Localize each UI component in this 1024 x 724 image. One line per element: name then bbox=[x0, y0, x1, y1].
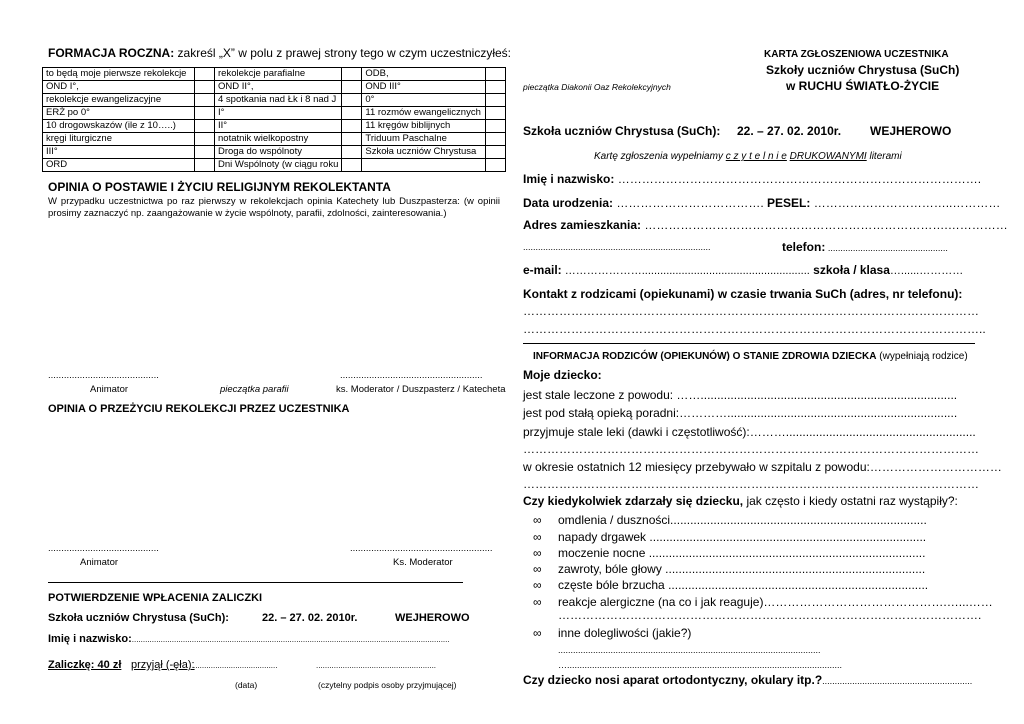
czy-label: Czy kiedykolwiek zdarzały się dziecku, bbox=[523, 494, 744, 508]
course-dates: 22. – 27. 02. 2010r. bbox=[737, 124, 842, 138]
potwierdzenie-name-field[interactable]: ............................................................................................................................................... bbox=[131, 635, 450, 644]
info-note: (wypełniają rodzice) bbox=[876, 351, 968, 362]
symptom-item[interactable]: omdlenia / duszności............................................................................. bbox=[558, 513, 927, 527]
formacja-option: Dni Wspólnoty (w ciągu roku bbox=[215, 159, 342, 172]
symptom-item[interactable]: zawroty, bóle głowy .............................................................................. bbox=[558, 562, 926, 576]
formacja-checkbox[interactable] bbox=[195, 107, 215, 120]
formacja-option: Droga do wspólnoty bbox=[215, 146, 342, 159]
potwierdzenie-dates: 22. – 27. 02. 2010r. bbox=[262, 612, 358, 624]
email-row bbox=[523, 263, 963, 277]
opinia-przezycie-title: OPINIA O PRZEŻYCIU REKOLEKCJI PRZEZ UCZESTNIKA bbox=[48, 403, 350, 415]
divider-right bbox=[523, 343, 975, 344]
opinia-title: OPINIA O POSTAWIE I ŻYCIU RELIGIJNYM REKOLEKTANTA bbox=[48, 180, 391, 194]
formacja-checkbox[interactable] bbox=[195, 81, 215, 94]
szkola-klasa-field[interactable]: …......………… bbox=[889, 265, 964, 277]
leki-field-2[interactable]: …………………………………………………………………………………………………… bbox=[523, 442, 979, 456]
symptom-item[interactable]: napady drgawek ................................................................................... bbox=[558, 530, 927, 544]
formacja-option: III° bbox=[43, 146, 195, 159]
formacja-option: OND II°, bbox=[215, 81, 342, 94]
formacja-checkbox[interactable] bbox=[342, 68, 362, 81]
formacja-option: 11 rozmów ewangelicznych bbox=[362, 107, 486, 120]
formacja-row bbox=[43, 107, 506, 120]
formacja-row bbox=[43, 68, 506, 81]
formacja-checkbox[interactable] bbox=[195, 146, 215, 159]
alergia-field-2[interactable]: ……………………………………………………………………………………………. bbox=[558, 608, 982, 622]
animator-caption-2: Animator bbox=[80, 557, 119, 568]
formacja-checkbox[interactable] bbox=[195, 94, 215, 107]
zaliczka-podpis-caption: (czytelny podpis osoby przyjmującej) bbox=[318, 680, 457, 690]
formacja-table bbox=[42, 67, 506, 172]
imie-field[interactable]: ………………………………………………………………………………. bbox=[614, 172, 982, 186]
czy-row bbox=[523, 494, 958, 508]
formacja-checkbox[interactable] bbox=[486, 94, 506, 107]
formacja-option: ODB, bbox=[362, 68, 486, 81]
zaliczka-przyjal: przyjął (-ęła): bbox=[131, 659, 195, 671]
signature-line-animator-2: .......................................... bbox=[48, 543, 159, 554]
email-field[interactable]: …………………....................................................... bbox=[561, 265, 810, 277]
bullet-infinity-icon: ∞ bbox=[533, 546, 542, 560]
divider bbox=[48, 582, 463, 583]
karta-title: KARTA ZGŁOSZENIOWA UCZESTNIKA bbox=[764, 49, 949, 60]
info-heading bbox=[533, 351, 968, 362]
moderator-caption: ks. Moderator / Duszpasterz / Katecheta bbox=[336, 384, 506, 395]
formacja-option: to będą moje pierwsze rekolekcje bbox=[43, 68, 195, 81]
formacja-row bbox=[43, 133, 506, 146]
formacja-checkbox[interactable] bbox=[342, 107, 362, 120]
formacja-option bbox=[362, 159, 486, 172]
formacja-option: I° bbox=[215, 107, 342, 120]
leczone-field[interactable]: jest stale leczone z powodu: ……............................................................................. bbox=[523, 388, 958, 402]
zaliczka-date-field[interactable]: ...................................... bbox=[193, 661, 278, 670]
fill-instruction-a: Kartę zgłoszenia wypełniamy bbox=[594, 151, 726, 162]
pesel-field[interactable]: ……………………………..………… bbox=[810, 196, 1001, 210]
info-title: INFORMACJA RODZICÓW (OPIEKUNÓW) O STANIE ZDROWIA DZIECKA bbox=[533, 351, 877, 362]
formacja-option: notatnik wielkopostny bbox=[215, 133, 342, 146]
formacja-checkbox[interactable] bbox=[486, 146, 506, 159]
formacja-option: ERŻ po 0° bbox=[43, 107, 195, 120]
pesel-label: PESEL: bbox=[763, 196, 811, 210]
adres-field-2[interactable]: ........................................................................... bbox=[523, 242, 711, 252]
signature-line-animator: .......................................... bbox=[48, 370, 159, 381]
data-urodzenia-field[interactable]: ………………………………. bbox=[613, 196, 764, 210]
formacja-checkbox[interactable] bbox=[486, 107, 506, 120]
formacja-option: rekolekcje ewangelizacyjne bbox=[43, 94, 195, 107]
czy-question: jak często i kiedy ostatni raz wystąpiły?: bbox=[743, 494, 958, 508]
bullet-infinity-icon: ∞ bbox=[533, 626, 542, 640]
leki-field[interactable]: przyjmuje stale leki (dawki i częstotliwość):………......................................................... bbox=[523, 425, 976, 439]
formacja-checkbox[interactable] bbox=[486, 133, 506, 146]
opinia-description: W przypadku uczestnictwa po raz pierwszy w rekolekcjach opinia Katechety lub Duszpasterza: (w opinii prosimy zaznaczyć np. zaangażowanie w życie wspólnoty, parafii, zdolności, zainteresowania.) bbox=[48, 196, 500, 219]
bullet-infinity-icon: ∞ bbox=[533, 562, 542, 576]
telefon-field[interactable]: ................................................ bbox=[825, 243, 948, 253]
imie-row bbox=[523, 172, 981, 186]
formacja-option: 4 spotkania nad Łk i 8 nad J bbox=[215, 94, 342, 107]
formacja-heading bbox=[48, 46, 511, 60]
formacja-option: II° bbox=[215, 120, 342, 133]
fill-instruction-drukowanymi: DRUKOWANYMI bbox=[789, 151, 867, 162]
potwierdzenie-city: WEJHEROWO bbox=[395, 612, 470, 624]
inne-field-2[interactable]: ….............................................................................................................. bbox=[558, 660, 843, 670]
formacja-checkbox[interactable] bbox=[342, 94, 362, 107]
szpital-field-2[interactable]: …………………………………………………………………………………………………… bbox=[523, 477, 979, 491]
moje-dziecko: Moje dziecko: bbox=[523, 368, 602, 382]
zaliczka-data-caption: (data) bbox=[235, 680, 258, 690]
potwierdzenie-title: POTWIERDZENIE WPŁACENIA ZALICZKI bbox=[48, 592, 263, 604]
signature-line-moderator: ...................................................... bbox=[340, 370, 483, 381]
aparat-field[interactable]: ............................................................ bbox=[822, 676, 973, 686]
formacja-row bbox=[43, 159, 506, 172]
formacja-option: 11 kręgów biblijnych bbox=[362, 120, 486, 133]
formacja-option: kręgi liturgiczne bbox=[43, 133, 195, 146]
moderator-caption-2: Ks. Moderator bbox=[393, 557, 453, 568]
formacja-checkbox[interactable] bbox=[486, 120, 506, 133]
formacja-row bbox=[43, 120, 506, 133]
adres-field[interactable]: ………………………………………………………………….…………… bbox=[641, 218, 1008, 232]
formacja-row bbox=[43, 146, 506, 159]
formacja-option: Triduum Paschalne bbox=[362, 133, 486, 146]
formacja-option: OND I°, bbox=[43, 81, 195, 94]
formacja-option: rekolekcje parafialne bbox=[215, 68, 342, 81]
formacja-checkbox[interactable] bbox=[342, 146, 362, 159]
adres-label: Adres zamieszkania: bbox=[523, 218, 642, 232]
school-name: Szkoła uczniów Chrystusa (SuCh): bbox=[523, 124, 721, 138]
zaliczka-label: Zaliczkę: 40 zł bbox=[48, 659, 122, 671]
inne-field-1[interactable]: ......................................................................................................... bbox=[558, 645, 821, 655]
formacja-checkbox[interactable] bbox=[342, 133, 362, 146]
opieka-field[interactable]: jest pod stałą opieką poradni:…………..................................................................... bbox=[523, 406, 958, 420]
kontakt-field-1[interactable]: …………………………………………………………………………………………………… bbox=[523, 304, 979, 318]
formacja-option: 10 drogowskazów (ile z 10…..) bbox=[43, 120, 195, 133]
animator-caption: Animator bbox=[90, 384, 129, 395]
formacja-option: OND III° bbox=[362, 81, 486, 94]
formacja-option: Szkoła uczniów Chrystusa bbox=[362, 146, 486, 159]
formacja-checkbox[interactable] bbox=[486, 159, 506, 172]
data-urodzenia-row bbox=[523, 196, 1000, 210]
karta-subtitle: Szkoły uczniów Chrystusa (SuCh) bbox=[766, 63, 960, 77]
formacja-instruction: zakreśl „X” w polu z prawej strony tego w czym uczestniczyłeś: bbox=[174, 46, 511, 60]
formacja-checkbox[interactable] bbox=[342, 81, 362, 94]
symptom-item[interactable]: moczenie nocne ................................................................................... bbox=[558, 546, 926, 560]
imie-label: Imię i nazwisko: bbox=[523, 172, 615, 186]
potwierdzenie-school: Szkoła uczniów Chrystusa (SuCh): bbox=[48, 612, 229, 624]
formacja-row bbox=[43, 81, 506, 94]
telefon-row bbox=[782, 240, 948, 254]
course-city: WEJHEROWO bbox=[870, 124, 952, 138]
fill-instruction-e: literami bbox=[866, 151, 902, 162]
formacja-checkbox[interactable] bbox=[195, 133, 215, 146]
karta-ruch: w RUCHU ŚWIATŁO-ŻYCIE bbox=[786, 79, 940, 93]
symptom-item[interactable]: inne dolegliwości (jakie?) bbox=[558, 626, 692, 640]
formacja-checkbox[interactable] bbox=[195, 68, 215, 81]
pieczatka-diakonii: pieczątka Diakonii Oaz Rekolekcyjnych bbox=[523, 82, 671, 92]
fill-instruction bbox=[594, 151, 902, 162]
bullet-infinity-icon: ∞ bbox=[533, 513, 542, 527]
szpital-field[interactable]: w okresie ostatnich 12 miesięcy przebywało w szpitalu z powodu:…………………………… bbox=[523, 460, 1002, 474]
kontakt-field-2[interactable]: …………………………………………………………………………………………………….. bbox=[523, 322, 986, 336]
formacja-option: 0° bbox=[362, 94, 486, 107]
formacja-label: FORMACJA ROCZNA: bbox=[48, 46, 175, 60]
formacja-option: ORD bbox=[43, 159, 195, 172]
formacja-checkbox[interactable] bbox=[486, 68, 506, 81]
bullet-infinity-icon: ∞ bbox=[533, 595, 542, 609]
fill-instruction-czytelnie: c z y t e l n i e bbox=[725, 151, 787, 162]
adres-row bbox=[523, 218, 1008, 232]
aparat-label: Czy dziecko nosi aparat ortodontyczny, okulary itp.? bbox=[523, 673, 823, 687]
formacja-checkbox[interactable] bbox=[195, 120, 215, 133]
symptom-item[interactable]: częste bóle brzucha .............................................................................. bbox=[558, 578, 929, 592]
potwierdzenie-name-label: Imię i nazwisko: bbox=[48, 633, 132, 645]
formacja-checkbox[interactable] bbox=[342, 120, 362, 133]
telefon-label: telefon: bbox=[782, 240, 826, 254]
potwierdzenie-name-row bbox=[48, 633, 450, 645]
formacja-checkbox[interactable] bbox=[342, 159, 362, 172]
formacja-row bbox=[43, 94, 506, 107]
bullet-infinity-icon: ∞ bbox=[533, 530, 542, 544]
signature-line-moderator-2: ...................................................... bbox=[350, 543, 493, 554]
szkola-klasa-label: szkoła / klasa bbox=[809, 263, 890, 277]
formacja-checkbox[interactable] bbox=[486, 81, 506, 94]
aparat-row bbox=[523, 673, 972, 687]
email-label: e-mail: bbox=[523, 263, 562, 277]
kontakt-label: Kontakt z rodzicami (opiekunami) w czasie trwania SuCh (adres, nr telefonu): bbox=[523, 287, 963, 301]
pieczatka-parafii-caption: pieczątka parafii bbox=[220, 384, 289, 395]
bullet-infinity-icon: ∞ bbox=[533, 578, 542, 592]
data-urodzenia-label: Data urodzenia: bbox=[523, 196, 614, 210]
symptom-item[interactable]: reakcje alergiczne (na co i jak reaguje)……………………………………….…...…… bbox=[558, 595, 993, 609]
zaliczka-signature-field[interactable]: ...................................................... bbox=[316, 661, 437, 670]
formacja-checkbox[interactable] bbox=[195, 159, 215, 172]
